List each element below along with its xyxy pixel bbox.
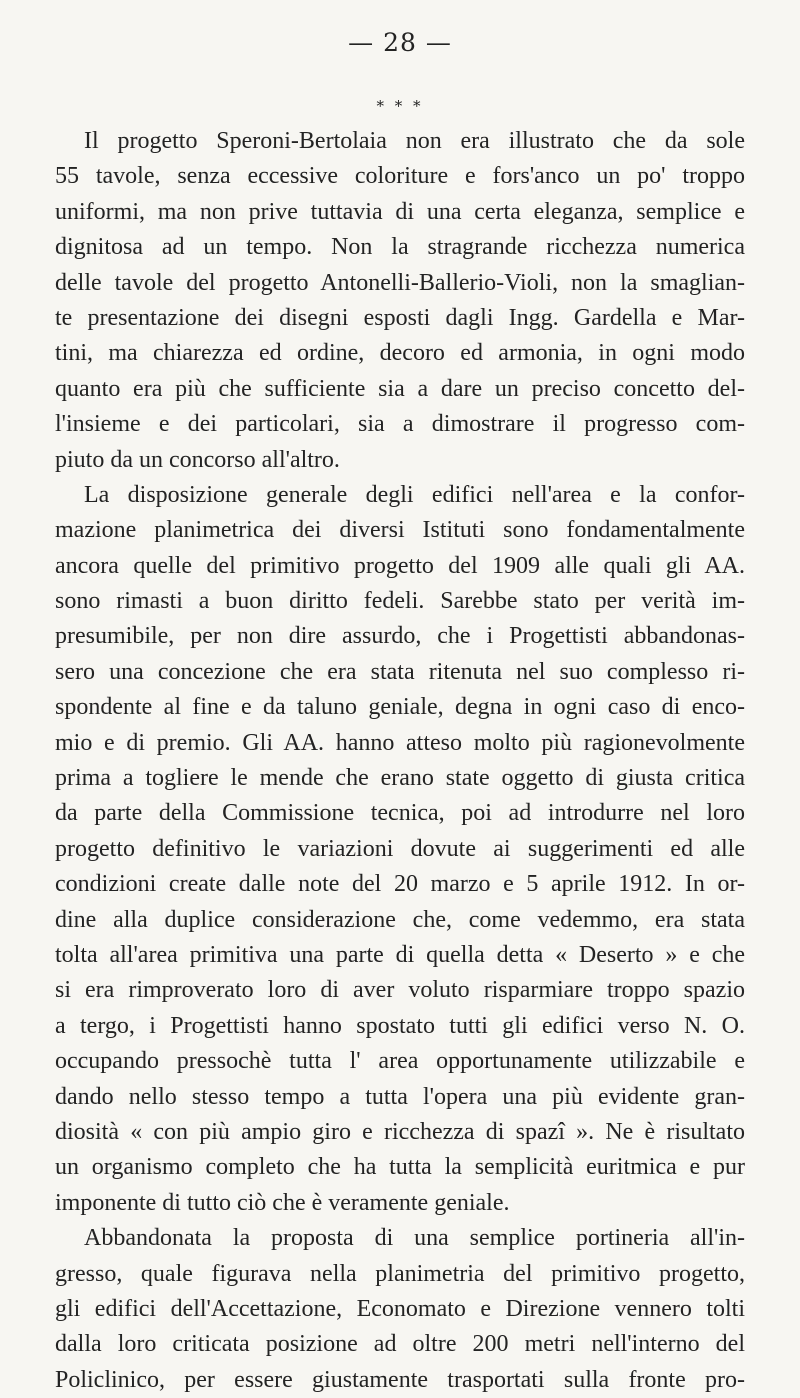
- text-line: sono rimasti a buon diritto fedeli. Sarebbe stato per verità im-: [55, 588, 745, 615]
- text-line: imponente di tutto ciò che è veramente geniale.: [55, 1189, 510, 1216]
- text-line: mio e di premio. Gli AA. hanno atteso molto più ragionevolmente: [55, 729, 745, 756]
- text-line: Policlinico, per essere giustamente trasportati sulla fronte pro-: [55, 1366, 745, 1393]
- text-line: 55 tavole, senza eccessive coloriture e fors'anco un po' troppo: [55, 163, 745, 190]
- text-line: dine alla duplice considerazione che, come vedemmo, era stata: [55, 906, 745, 933]
- text-line: tolta all'area primitiva una parte di quella detta « Deserto » e che: [55, 941, 745, 968]
- text-line: uniformi, ma non prive tuttavia di una certa eleganza, semplice e: [55, 198, 745, 225]
- text-line: diosità « con più ampio giro e ricchezza di spazî ». Ne è risultato: [55, 1118, 745, 1145]
- text-line: Il progetto Speroni-Bertolaia non era illustrato che da sole: [84, 128, 745, 154]
- text-line: condizioni create dalle note del 20 marzo e 5 aprile 1912. In or-: [55, 871, 745, 898]
- text-line: prima a togliere le mende che erano state oggetto di giusta critica: [55, 765, 745, 792]
- text-line: dignitosa ad un tempo. Non la stragrande ricchezza numerica: [55, 234, 745, 261]
- text-line: da parte della Commissione tecnica, poi ad introdurre nel loro: [55, 800, 745, 827]
- body-text: [55, 124, 745, 1398]
- text-line: a tergo, i Progettisti hanno spostato tutti gli edifici verso N. O.: [55, 1012, 745, 1039]
- text-line: dalla loro criticata posizione ad oltre 200 metri nell'interno del: [55, 1331, 745, 1358]
- text-line: La disposizione generale degli edifici nell'area e la confor-: [84, 481, 745, 508]
- text-line: si era rimproverato loro di aver voluto risparmiare troppo spazio: [55, 977, 745, 1004]
- text-line: spondente al fine e da taluno geniale, degna in ogni caso di enco-: [55, 694, 745, 721]
- text-line: dando nello stesso tempo a tutta l'opera una più evidente gran-: [55, 1083, 745, 1110]
- text-line: progetto definitivo le variazioni dovute ai suggerimenti ed alle: [55, 835, 745, 862]
- text-line: un organismo completo che ha tutta la semplicità euritmica e pur: [55, 1154, 745, 1181]
- text-line: quanto era più che sufficiente sia a dare un preciso concetto del-: [55, 375, 745, 402]
- text-line: tini, ma chiarezza ed ordine, decoro ed armonia, in ogni modo: [55, 340, 745, 367]
- text-line: presumibile, per non dire assurdo, che i Progettisti abbandonas-: [55, 623, 745, 650]
- text-line: gresso, quale figurava nella planimetria del primitivo progetto,: [55, 1260, 745, 1287]
- text-line: delle tavole del progetto Antonelli-Ballerio-Violi, non la smaglian-: [55, 269, 745, 296]
- text-line: l'insieme e dei particolari, sia a dimostrare il progresso com-: [55, 411, 745, 438]
- text-line: te presentazione dei disegni esposti dagli Ingg. Gardella e Mar-: [55, 304, 745, 331]
- text-line: piuto da un concorso all'altro.: [55, 446, 340, 473]
- section-divider-asterisks: * * *: [376, 97, 424, 115]
- text-line: Abbandonata la proposta di una semplice portineria all'in-: [84, 1225, 745, 1252]
- text-line: mazione planimetrica dei diversi Istituti sono fondamentalmente: [55, 517, 745, 544]
- text-line: ancora quelle del primitivo progetto del 1909 alle quali gli AA.: [55, 552, 745, 579]
- text-line: gli edifici dell'Accettazione, Economato e Direzione vennero tolti: [55, 1295, 745, 1322]
- text-line: sero una concezione che era stata ritenuta nel suo complesso ri-: [55, 658, 745, 685]
- text-line: occupando pressochè tutta l' area opportunamente utilizzabile e: [55, 1048, 745, 1075]
- page-number: — 28 —: [348, 28, 452, 57]
